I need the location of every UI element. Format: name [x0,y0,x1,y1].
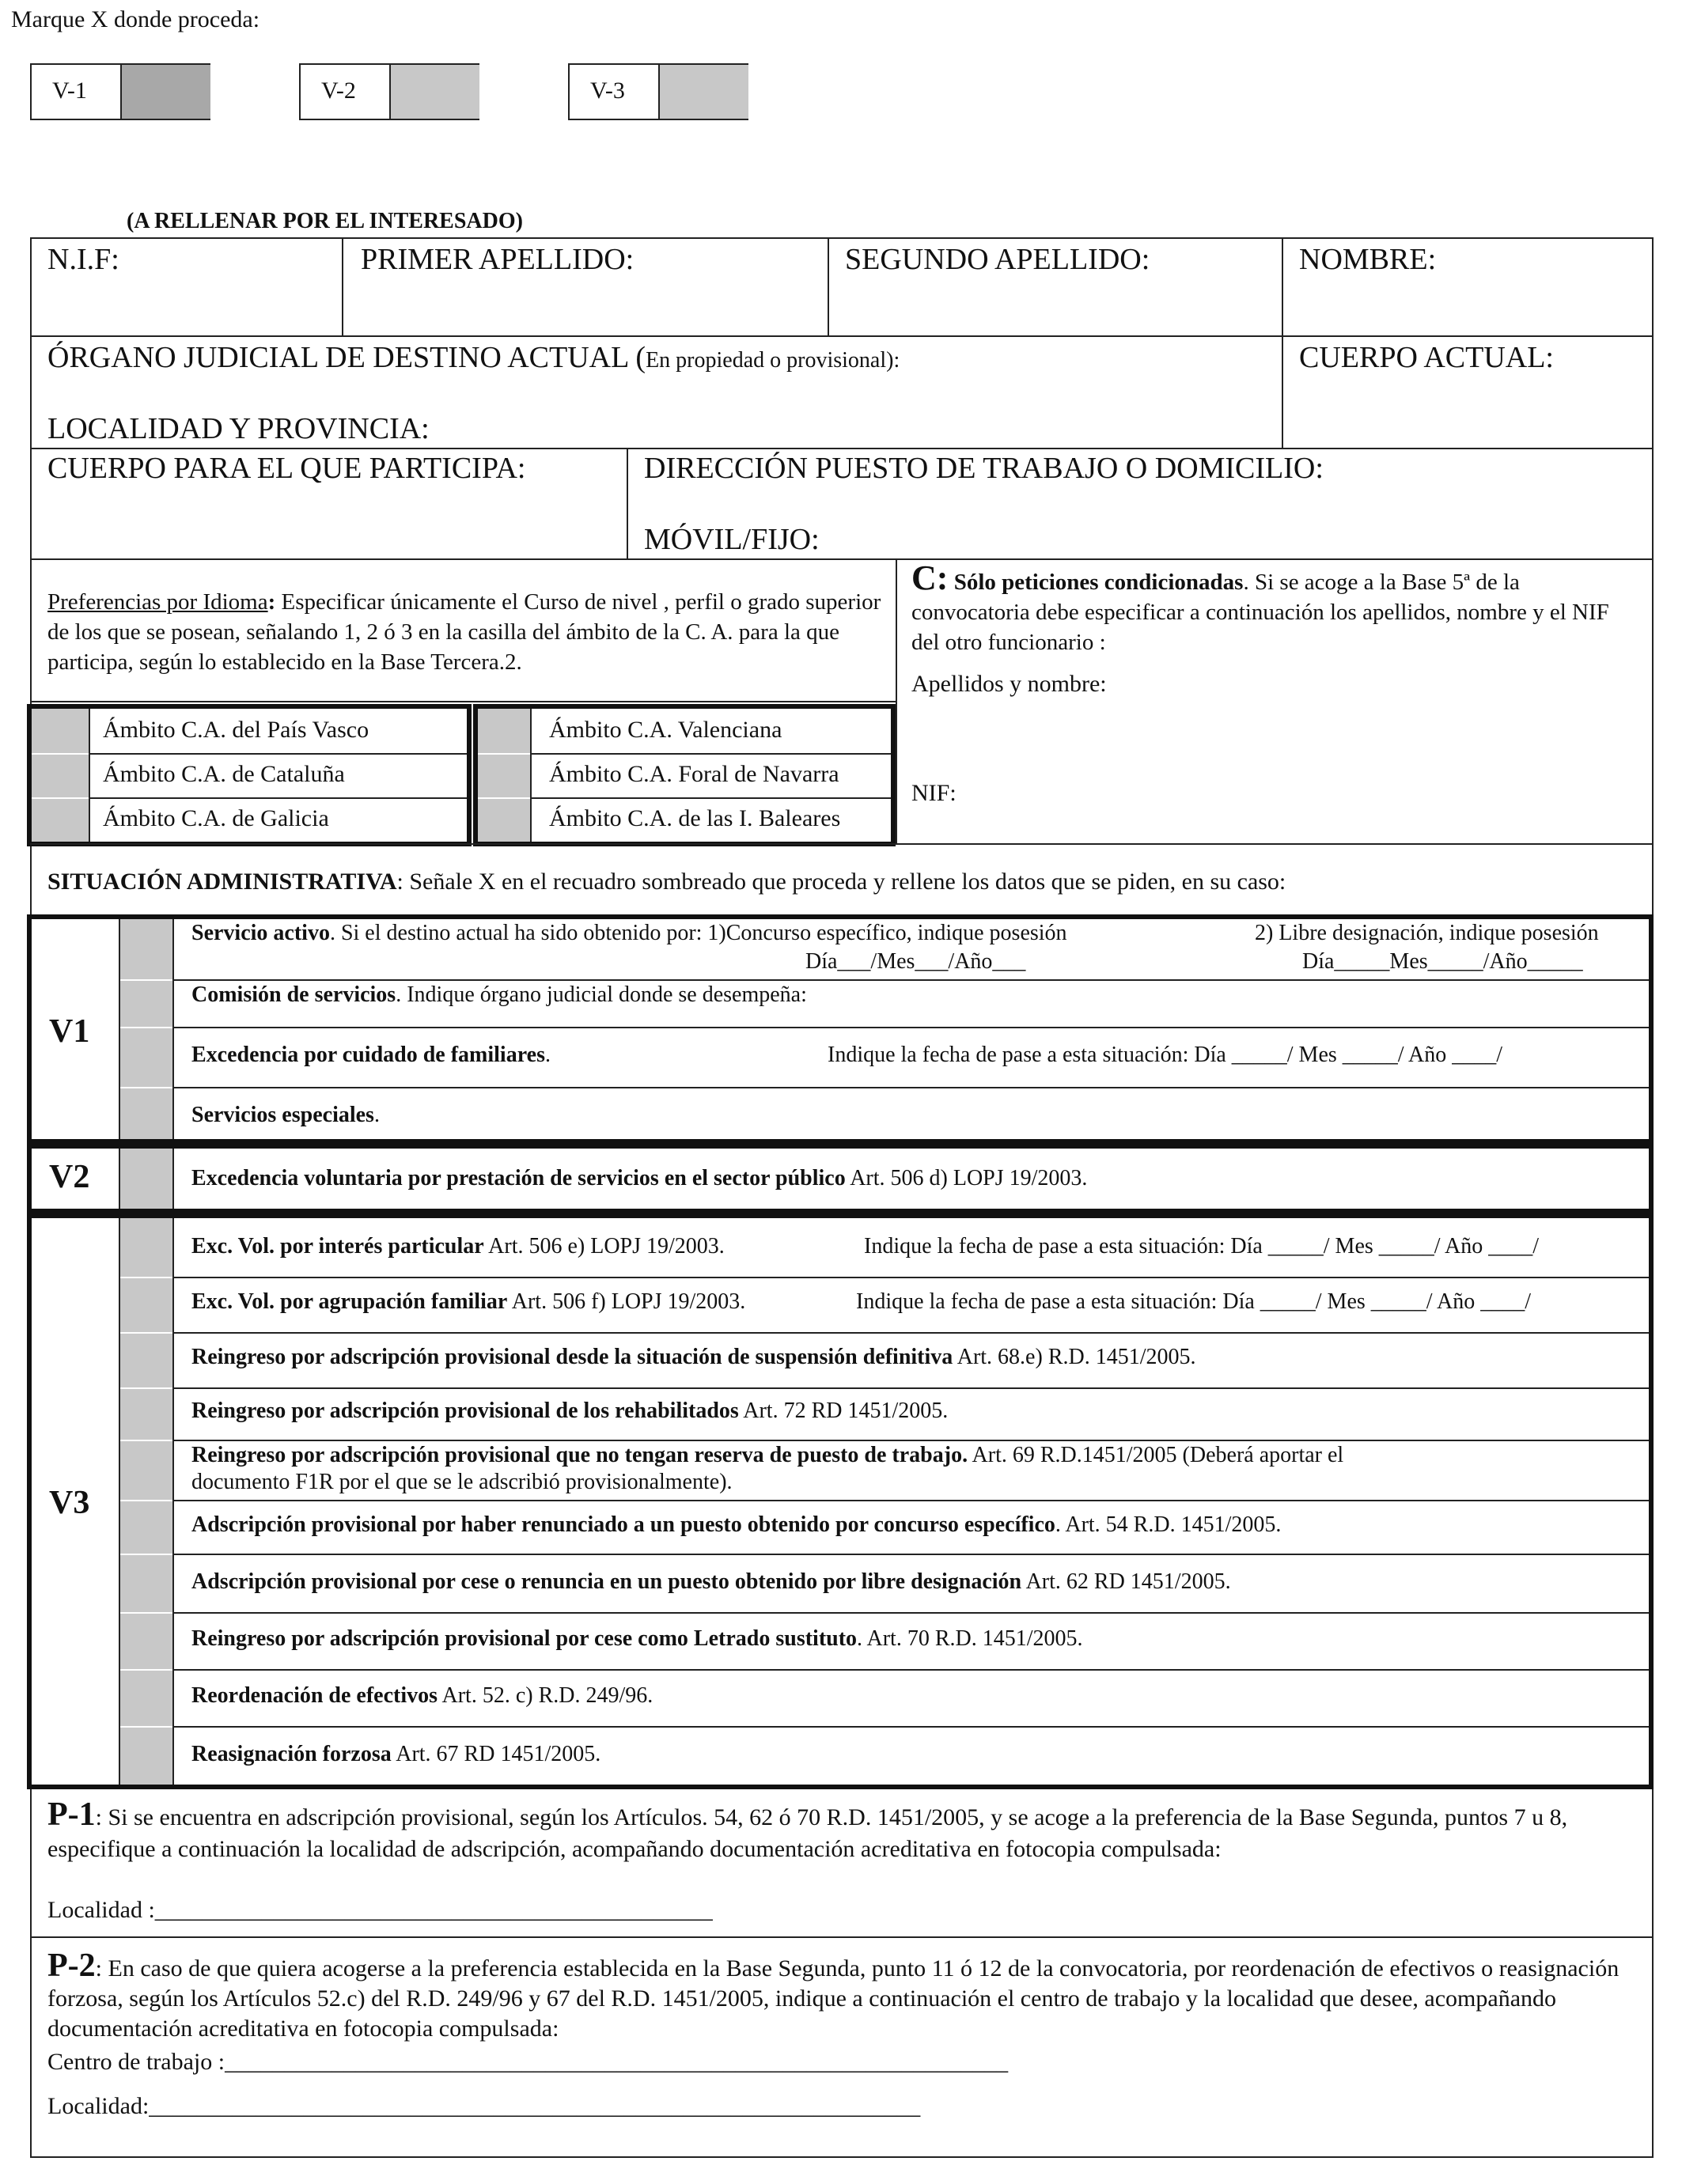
divider [172,1149,174,1209]
divider [120,1387,1649,1389]
libre-designacion-fecha-field[interactable]: Día_____Mes_____/Año_____ [1302,949,1583,974]
v3-option-checkbox[interactable] [120,1555,172,1612]
direccion-label: DIRECCIÓN PUESTO DE TRABAJO O DOMICILIO: [644,452,1324,485]
segundo-apellido-field[interactable] [831,240,1279,334]
header-note: (A RELLENAR POR EL INTERESADO) [127,209,523,233]
v3-row-text [191,1683,653,1709]
ambito-cataluna-label: Ámbito C.A. de Cataluña [103,761,345,787]
v3-option-checkbox[interactable] [120,1218,172,1277]
v3-row-text [191,1345,1196,1370]
idioma-text: Especificar únicamente el Curso de nivel , perfil o grado superior de los que se posean, señalando 1, 2 ó 3 en la casilla del ámbito de la C. A. para la que participa, según lo establecido en la Base Tercera.2. [47,589,881,675]
v3-row-bold: Exc. Vol. por agrupación familiar [191,1289,508,1314]
ambito-pais-vasco-label: Ámbito C.A. del País Vasco [103,717,369,743]
v3-row-bold: Adscripción provisional por cese o renuncia en un puesto obtenido por libre designación [191,1569,1022,1594]
ambito-galicia-checkbox[interactable] [32,799,89,842]
divider [30,558,1654,560]
v3-row-text-line2: documento F1R por el que se le adscribió provisionalmente). [191,1470,733,1494]
ambito-table-left [27,704,472,846]
organo-label-main: ÓRGANO JUDICIAL DE DESTINO ACTUAL ( [47,341,646,374]
situacion-administrativa [47,869,1286,895]
organo-label [47,340,900,375]
excedencia-cuidado-checkbox[interactable] [120,1028,172,1087]
v1-box-label: V-1 [52,78,87,104]
divider [896,558,897,843]
ambito-baleares-label: Ámbito C.A. de las I. Baleares [549,805,841,831]
excedencia-fecha-field[interactable]: Indique la fecha de pase a esta situación: Día _____/ Mes _____/ Año ____/ [828,1043,1503,1067]
v2-label: V2 [49,1159,90,1195]
organo-label-small: En propiedad o provisional): [646,348,900,373]
v3-row-bold: Reasignación forzosa [191,1742,392,1766]
instruction-text: Marque X donde proceda: [11,6,260,32]
divider [120,1500,1649,1501]
servicio-activo-detail: . Si el destino actual ha sido obtenido por: 1)Concurso específico, indique posesión [329,921,1067,945]
v3-row-detail: . Art. 70 R.D. 1451/2005. [857,1626,1083,1651]
v3-row-text [191,1399,948,1424]
idioma-title: Preferencias por Idioma [47,589,268,615]
ambito-galicia-label: Ámbito C.A. de Galicia [103,805,329,831]
divider [627,448,628,558]
excedencia-detail: . [544,1043,551,1067]
concurso-fecha-field[interactable]: Día___/Mes___/Año___ [805,949,1026,974]
divider [172,1218,174,1785]
v3-fecha-field[interactable]: Indique la fecha de pase a esta situación: Día _____/ Mes _____/ Año ____/ [856,1289,1532,1314]
p1-instructions [47,1796,1638,1865]
v3-checkbox-group [568,63,748,120]
segundo-apellido-label: SEGUNDO APELLIDO: [845,243,1150,276]
v3-row-detail: Art. 72 RD 1451/2005. [738,1399,949,1423]
v3-row-text [191,1234,725,1259]
condicionadas-nif-label: NIF: [911,780,957,806]
divider [342,237,343,335]
v3-option-checkbox[interactable] [120,1389,172,1440]
divider [30,701,896,702]
v3-option-checkbox[interactable] [120,1671,172,1726]
ambito-pais-vasco-checkbox[interactable] [32,709,89,753]
idioma-instructions [47,587,886,677]
ambito-table-right [473,704,896,846]
ambito-navarra-checkbox[interactable] [478,755,530,797]
divider [89,709,90,842]
v3-row-bold: Reingreso por adscripción provisional por cese como Letrado sustituto [191,1626,858,1651]
v3-row-bold: Reingreso por adscripción provisional de los rehabilitados [191,1399,739,1423]
v3-row-detail: . Art. 54 R.D. 1451/2005. [1055,1512,1282,1537]
divider [120,1554,1649,1555]
v3-row-detail: Art. 52. c) R.D. 249/96. [438,1683,653,1708]
divider [30,335,1654,337]
comision-servicios-text [191,982,807,1008]
divider [530,709,532,842]
v3-row-text [191,1742,600,1767]
v3-fecha-field[interactable]: Indique la fecha de pase a esta situación: Día _____/ Mes _____/ Año ____/ [864,1234,1540,1259]
divider [828,237,829,335]
ambito-navarra-label: Ámbito C.A. Foral de Navarra [549,761,839,787]
p2-centro-trabajo-field[interactable]: Centro de trabajo :__________________________________________________________________ [47,2049,1009,2075]
v3-checkbox[interactable] [658,65,748,119]
divider [172,919,174,1139]
apellidos-nombre-field[interactable] [1155,669,1646,701]
cuerpo-actual-label: CUERPO ACTUAL: [1299,341,1554,374]
nif-field[interactable] [33,240,339,334]
v3-option-checkbox[interactable] [120,1441,172,1500]
p2-text: : En caso de que quiera acogerse a la preferencia establecida en la Base Segunda, punto 11 ó 12 de la convocatoria, por reordenación de efectivos o reasignación forzosa, según los Artículos 52.c) del R.D. 249/96 y 67 del R.D. 1451/2005, indique a continuación el centro de trabajo y la localidad que desee, acompañando documentación acreditativa en fotocopia compulsada: [47,1955,1619,2042]
divider [120,979,1649,981]
v1-label: V1 [49,1013,90,1050]
frame-top [30,237,1654,239]
v2-box-label: V-2 [321,78,356,104]
servicio-activo-bold: Servicio activo [191,921,330,945]
divider [32,753,467,755]
localidad-provincia-label: LOCALIDAD Y PROVINCIA: [47,412,430,445]
libre-designacion-text: 2) Libre designación, indique posesión [1255,921,1599,945]
v3-row-text [191,1626,1083,1652]
v2-checkbox[interactable] [389,65,479,119]
v3-row-bold: Reingreso por adscripción provisional que no tengan reserva de puesto de trabajo. [191,1443,968,1467]
servicio-activo-checkbox[interactable] [120,919,172,979]
cuerpo-participa-label: CUERPO PARA EL QUE PARTICIPA: [47,452,526,485]
v1-checkbox-group [30,63,210,120]
divider [120,1726,1649,1728]
condicionadas-text: . Si se acoge a la Base 5ª de la convocatoria debe especificar a continuación los apellidos, nombre y el NIF del otro funcionario : [911,570,1609,655]
v2-checkbox-cell[interactable] [120,1149,172,1209]
condicionadas-c-label: C: [911,558,949,597]
v3-row-text [191,1289,745,1315]
comision-servicios-checkbox[interactable] [120,981,172,1027]
v3-option-checkbox[interactable] [120,1614,172,1669]
v3-row-bold: Reingreso por adscripción provisional desde la situación de suspensión definitiva [191,1345,953,1369]
v1-checkbox[interactable] [120,65,210,119]
v3-box-label: V-3 [590,78,625,104]
divider [120,1087,1649,1088]
ambito-valenciana-label: Ámbito C.A. Valenciana [549,717,782,743]
divider [32,797,467,799]
v3-option-checkbox[interactable] [120,1728,172,1785]
especiales-detail: . [373,1103,380,1127]
condicionadas-bold: Sólo peticiones condicionadas [948,570,1244,595]
v3-row-detail: Art. 69 R.D.1451/2005 (Deberá aportar el [968,1443,1344,1467]
v3-row-bold: Adscripción provisional por haber renunciado a un puesto obtenido por concurso específico [191,1512,1055,1537]
especiales-bold: Servicios especiales [191,1103,374,1127]
condicionadas-nif-field[interactable] [965,778,1646,810]
divider [120,1669,1649,1671]
divider [30,1936,1654,1938]
v3-row-detail: Art. 506 f) LOPJ 19/2003. [507,1289,746,1314]
primer-apellido-field[interactable] [345,240,824,334]
frame-bottom [30,2156,1654,2158]
divider [478,753,891,755]
v3-label: V3 [49,1485,90,1521]
condicionadas-instructions [911,558,1639,657]
v3-row-text [191,1512,1281,1538]
servicios-especiales-checkbox[interactable] [120,1088,172,1139]
v1-block [27,914,1654,1144]
servicio-activo-text [191,921,1067,946]
v3-row-bold: Reordenación de efectivos [191,1683,438,1708]
divider [478,797,891,799]
v3-block [27,1213,1654,1789]
ambito-valenciana-checkbox[interactable] [478,709,530,753]
v2-block [27,1144,1654,1213]
primer-apellido-label: PRIMER APELLIDO: [361,243,635,276]
divider [120,1027,1649,1028]
v3-option-checkbox[interactable] [120,1334,172,1387]
divider [30,843,1654,845]
excedencia-cuidado-text [191,1043,551,1068]
v3-row-text [191,1569,1231,1595]
v3-row-detail: Art. 506 e) LOPJ 19/2003. [483,1234,725,1259]
situacion-bold: SITUACIÓN ADMINISTRATIVA [47,869,397,895]
excedencia-bold: Excedencia por cuidado de familiares [191,1043,545,1067]
v2-bold: Excedencia voluntaria por prestación de servicios en el sector público [191,1166,846,1190]
comision-detail: . Indique órgano judicial donde se desempeña: [396,982,807,1007]
v3-option-checkbox[interactable] [120,1501,172,1554]
v2-excedencia-text [191,1166,1087,1191]
ambito-baleares-checkbox[interactable] [478,799,530,842]
p1-text: : Si se encuentra en adscripción provisional, según los Artículos. 54, 62 ó 70 R.D. 1451/2005, y se acoge a la preferencia de la Base Segunda, puntos 7 u 8, especifique a continuación la localidad de adscripción, acompañando documentación acreditativa en fotocopia compulsada: [47,1804,1568,1862]
servicios-especiales-text [191,1103,380,1128]
situacion-text: : Señale X en el recuadro sombreado que proceda y rellene los datos que se piden, en su caso: [396,869,1286,895]
p2-instructions [47,1947,1638,2044]
v3-row-text [191,1443,1343,1468]
divider [120,1440,1649,1441]
p1-localidad-field[interactable]: Localidad :_______________________________________________ [47,1897,713,1923]
v3-row-detail: Art. 68.e) R.D. 1451/2005. [953,1345,1196,1369]
ambito-cataluna-checkbox[interactable] [32,755,89,797]
divider [1282,237,1283,448]
p2-label: P-2 [47,1947,96,1984]
divider [30,448,1654,449]
v3-option-checkbox[interactable] [120,1278,172,1332]
divider [120,1277,1649,1278]
v3-row-detail: Art. 62 RD 1451/2005. [1021,1569,1231,1594]
p2-localidad-field[interactable]: Localidad:_________________________________________________________________ [47,2093,921,2119]
v3-row-bold: Exc. Vol. por interés particular [191,1234,484,1259]
v2-checkbox-group [299,63,479,120]
v3-row-detail: Art. 67 RD 1451/2005. [391,1742,601,1766]
divider [120,1332,1649,1334]
p1-label: P-1 [47,1796,96,1833]
nif-label: N.I.F: [47,243,119,276]
apellidos-nombre-label: Apellidos y nombre: [911,671,1107,697]
nombre-label: NOMBRE: [1299,243,1437,276]
divider [120,1612,1649,1614]
nombre-field[interactable] [1285,240,1649,334]
v2-detail: Art. 506 d) LOPJ 19/2003. [845,1166,1088,1190]
movil-fijo-label: MÓVIL/FIJO: [644,523,820,556]
comision-bold: Comisión de servicios [191,982,396,1007]
idioma-colon: : [267,589,276,615]
